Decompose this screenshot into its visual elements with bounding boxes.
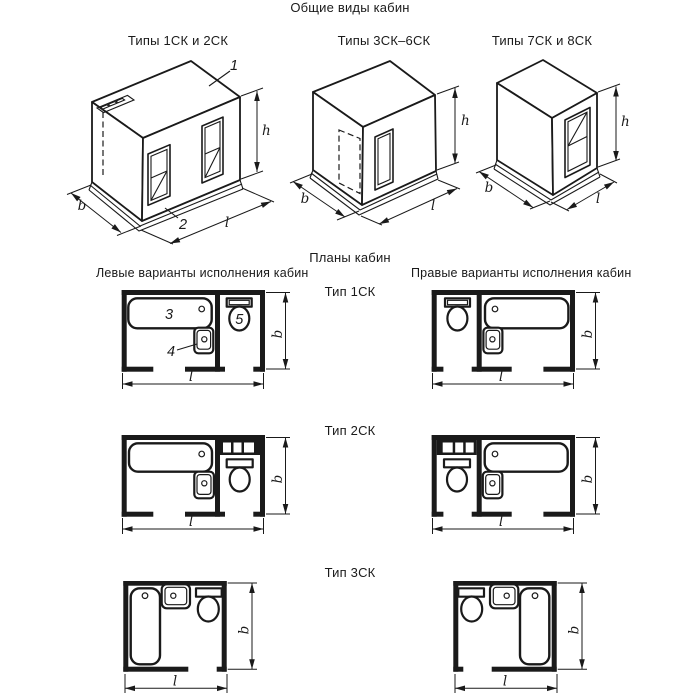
room-use-mirrored xyxy=(432,290,575,372)
row-label-2sk: Тип 2СК xyxy=(324,423,376,438)
dim-l: l xyxy=(188,369,194,385)
page-title: Общие виды кабин xyxy=(290,0,410,15)
dim-b: b xyxy=(580,474,596,484)
caption-iso-2: Типы 3СК–6СК xyxy=(337,33,431,48)
caption-iso-1: Типы 1СК и 2СК xyxy=(127,33,229,48)
dim-b: b xyxy=(270,329,286,339)
dim-l: l xyxy=(502,673,508,690)
dim-h: h xyxy=(461,113,470,129)
room-use-mirrored xyxy=(453,581,556,672)
dim-b: b xyxy=(236,625,253,635)
dim-h: h xyxy=(621,114,630,130)
row-label-1sk: Тип 1СК xyxy=(324,284,376,299)
floor-plan-3sk-right xyxy=(453,581,587,693)
column-header-left: Левые варианты исполнения кабин xyxy=(96,266,309,280)
dim-l: l xyxy=(595,191,601,207)
part-label-1: 1 xyxy=(229,58,239,74)
caption-iso-3: Типы 7СК и 8СК xyxy=(491,33,593,48)
part-label-3: 3 xyxy=(164,307,174,323)
dim-l: l xyxy=(498,514,504,530)
dim-b: b xyxy=(300,191,310,207)
floor-plan-1sk-right xyxy=(432,290,600,389)
dim-l: l xyxy=(188,514,194,530)
dim-b: b xyxy=(484,180,494,196)
room-use-mirrored xyxy=(432,435,575,517)
dim-b: b xyxy=(77,198,87,214)
floor-plan-3sk-left xyxy=(123,581,257,693)
dim-l: l xyxy=(172,673,178,690)
iso-view-1sk-2sk xyxy=(67,58,274,244)
floor-plan-2sk-right xyxy=(432,435,600,534)
dim-l: l xyxy=(498,369,504,385)
iso-view-3sk-6sk xyxy=(290,61,470,225)
plans-section-title: Планы кабин xyxy=(309,250,391,265)
dim-b: b xyxy=(566,625,583,635)
row-label-3sk: Тип 3СК xyxy=(324,565,376,580)
part-label-5: 5 xyxy=(235,312,244,328)
dim-b: b xyxy=(580,329,596,339)
floor-plan-1sk-left xyxy=(122,290,290,389)
part-label-4: 4 xyxy=(166,344,176,360)
dim-b: b xyxy=(270,474,286,484)
iso-view-7sk-8sk xyxy=(476,60,630,211)
dim-l: l xyxy=(430,198,436,214)
part-label-2: 2 xyxy=(178,217,188,233)
dim-l: l xyxy=(224,215,230,231)
column-header-right: Правые варианты исполнения кабин xyxy=(411,266,632,280)
floor-plan-2sk-left xyxy=(122,435,290,534)
dim-h: h xyxy=(262,123,271,139)
room-use xyxy=(122,435,265,517)
room-use xyxy=(122,290,265,372)
room-use xyxy=(123,581,226,672)
